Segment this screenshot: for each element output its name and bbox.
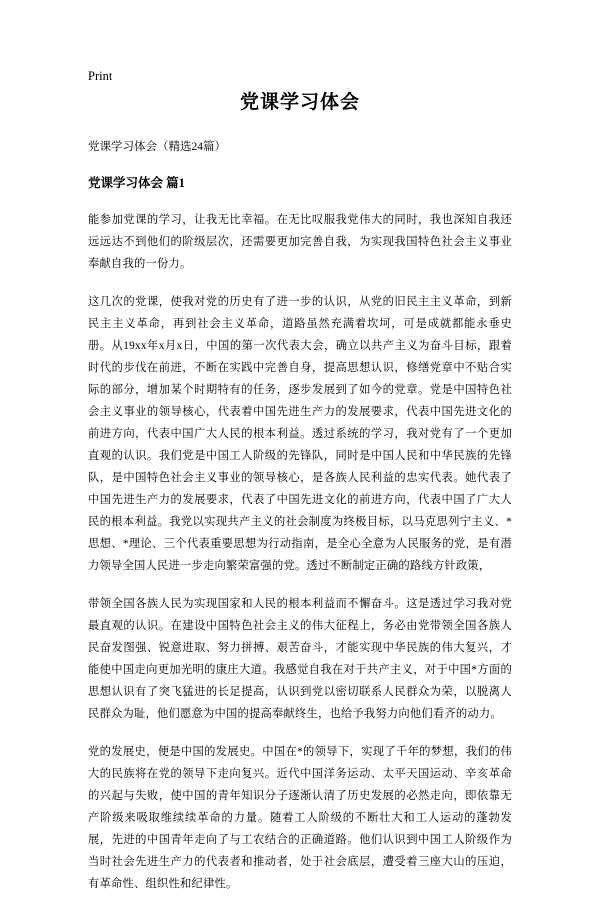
paragraph: 能参加党课的学习，让我无比幸福。在无比叹服我党伟大的同时，我也深知自我还远远达不到他们的阶级层次，还需要更加完善自我，为实现我国特色社会主义事业奉献自我的一份力。 xyxy=(88,213,512,270)
document-subtitle: 党课学习体会（精选24篇） xyxy=(88,140,226,153)
paragraph: 党的发展史，便是中国的发展史。中国在*的领导下，实现了千年的梦想，我们的伟大的民族将在党的领导下走向复兴。近代中国洋务运动、太平天国运动、辛亥革命的兴起与失败，使中国的青年知识分子逐渐认清了历史发展的必然走向，即依靠无产阶级来吸取维续续革命的力量。随着工人阶级的不断壮大和工人运动的蓬勃发展，先进的中国青年走向了与工农结合的正确道路。他们认识到中国工人阶级作为当时社会先进生产力的代表者和推动者，处于社会底层，遭受着三座大山的压迫，有革命性、组织性和纪律性。 xyxy=(88,745,512,891)
print-button[interactable]: Print xyxy=(88,69,113,83)
paragraph: 带领全国各族人民为实现国家和人民的根本利益而不懈奋斗。这是透过学习我对党最直观的认识。在建设中国特色社会主义的伟大征程上，务必由党带领全国各族人民奋发图强、锐意进取、努力拼搏、艰苦奋斗，才能实现中华民族的伟大复兴，才能使中国走向更加光明的康庄大道。我感觉自我在对于共产主义，对于中国*方面的思想认识有了突飞猛进的长足提高，认识到党以密切联系人民群众为荣，以脱离人民群众为耻，他们愿意为中国的提高奉献终生，也给予我努力向他们看齐的动力。 xyxy=(88,597,512,720)
page-title: 党课学习体会 xyxy=(239,92,360,113)
document-content xyxy=(88,90,512,911)
section-heading: 党课学习体会 篇1 xyxy=(88,175,185,190)
paragraph: 这几次的党课，使我对党的历史有了进一步的认识，从党的旧民主主义革命，到新民主主义革命，再到社会主义革命，道路虽然充满着坎坷，可是成就都能永垂史册。从19xx年x月x日，中国的第一次代表大会，确立以共产主义为奋斗目标，跟着时代的步伐在前进，不断在实践中完善自身，提高思想认识，修缮党章中不贴合实际的部分，增加某个时期特有的任务，逐步发展到了如今的党章。党是中国特色社会主义事业的领导核心，代表着中国先进生产力的发展要求，代表中国先进文化的前进方向，代表中国广大人民的根本利益。透过系统的学习，我对党有了一个更加直观的认识。我们党是中国工人阶级的先锋队，同时是中国人民和中华民族的先锋队，是中国特色社会主义事业的领导核心，是各族人民利益的忠实代表。她代表了中国先进生产力的发展要求，代表了中国先进文化的前进方向，代表中国了广大人民的根本利益。我党以实现共产主义的社会制度为终极目标，以马克思列宁主义、*思想、*理论、三个代表重要思想为行动指南，是全心全意为人民服务的党，是有潜力领导全国人民进一步走向繁荣富强的党。透过不断制定正确的路线方针政策， xyxy=(88,295,512,572)
